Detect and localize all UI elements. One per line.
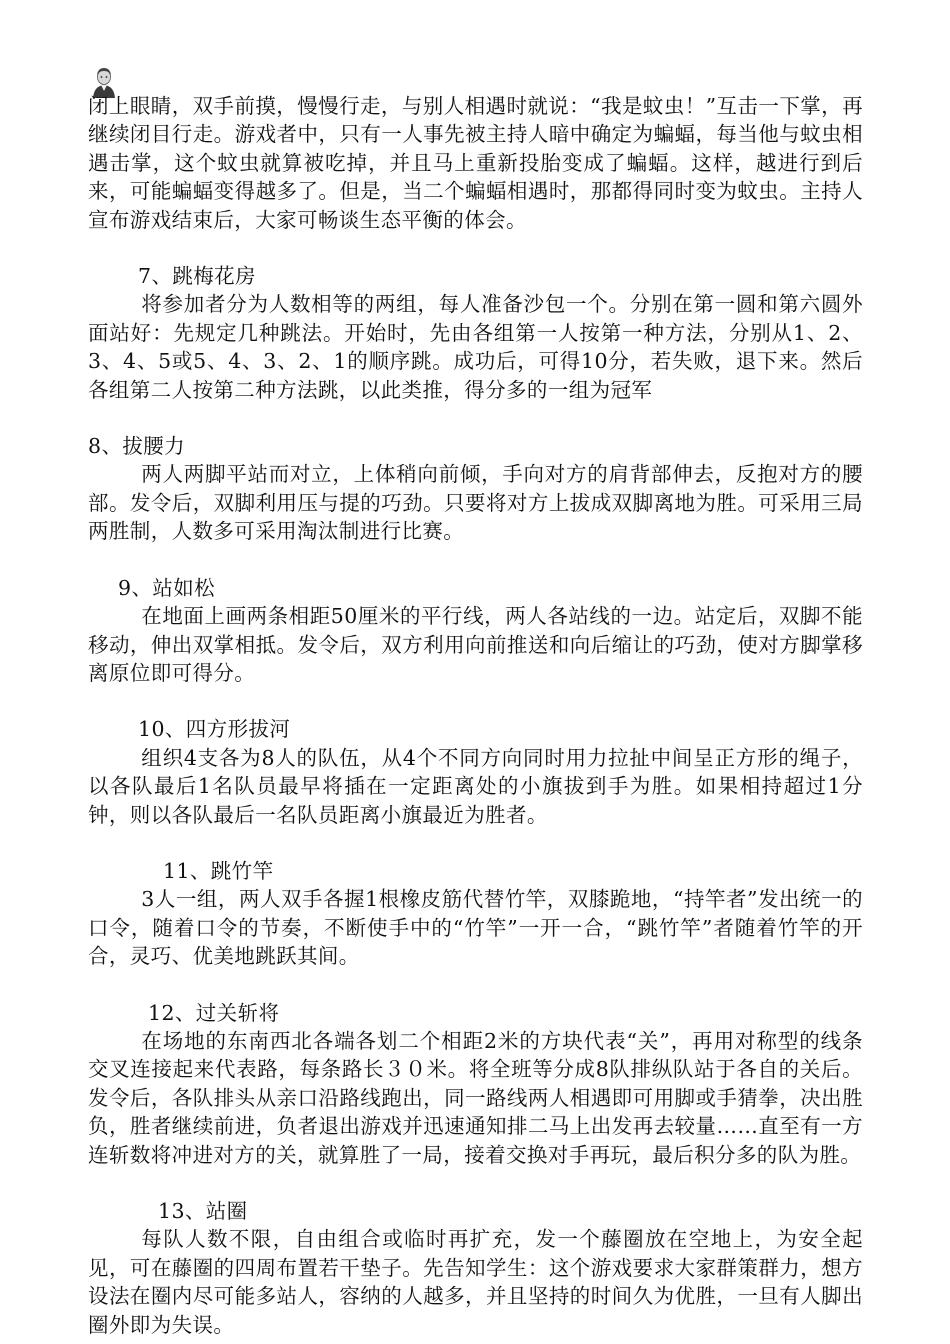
- section-13-title: 13、站圈: [158, 1199, 248, 1223]
- intro-paragraph: 闭上眼睛，双手前摸，慢慢行走，与别人相遇时就说：“我是蚊虫！”互击一下掌，再继续闭目行走。游戏者中，只有一人事先被主持人暗中确定为蝙蝠，每当他与蚊虫相遇击掌，这个蚊虫就算被吃掉，并且马上重新投胎变成了蝙蝠。这样，越进行到后来，可能蝙蝠变得越多了。但是，当二个蝙蝠相遇时，那都得同时变为蚊虫。主持人宣布游戏结束后，大家可畅谈生态平衡的体会。: [88, 94, 863, 232]
- section-9-title: 9、站如松: [118, 575, 216, 600]
- section-11-body: 3人一组，两人双手各握1根橡皮筋代替竹竿，双膝跪地，“持竿者”发出统一的口令，随着口令的节奏，不断使手中的“竹竿”一开一合，“跳竹竿”者随着竹竿的开合，灵巧、优美地跳跃其间。: [88, 887, 863, 969]
- section-10-title: 10、四方形拔河: [138, 717, 291, 742]
- section-13-body: 每队人数不限，自由组合或临时再扩充，发一个藤圈放在空地上，为安全起见，可在藤圈的四周布置若干垫子。先告知学生：这个游戏要求大家群策群力，想方设法在圈内尽可能多站人，容纳的人越多，并且坚持的时间久为优胜，一旦有人脚出圈外即为失误。: [88, 1227, 863, 1337]
- section-8-body: 两人两脚平站而对立，上体稍向前倾，手向对方的肩背部伸去，反抱对方的腰部。发令后，双脚利用压与提的巧劲。只要将对方上拔成双脚离地为胜。可采用三局两胜制，人数多可采用淘汰制进行比赛。: [88, 462, 863, 544]
- section-12-body: 在场地的东南西北各端各划二个相距2米的方块代表“关”，再用对称型的线条交叉连接起来代表路，每条路长３０米。将全班等分成8队排纵队站于各自的关后。发令后，各队排头从亲口沿路线跑出，同一路线两人相遇即可用脚或手猜拳，决出胜负，胜者继续前进，负者退出游戏并迅速通知排二马上出发再去较量……直至有一方连斩数将冲进对方的关，就算胜了一局，接着交换对手再玩，最后积分多的队为胜。: [88, 1028, 863, 1167]
- section-9-body: 在地面上画两条相距50厘米的平行线，两人各站线的一边。站定后，双脚不能移动，伸出双掌相抵。发令后，双方利用向前推送和向后缩让的巧劲，使对方脚掌移离原位即可得分。: [88, 604, 863, 685]
- section-8-title: 8、拔腰力: [88, 434, 186, 459]
- section-11-title: 11、跳竹竿: [163, 858, 274, 883]
- section-7-title: 7、跳梅花房: [138, 264, 256, 289]
- section-10-body: 组织4支各为8人的队伍，从4个不同方向同时用力拉扯中间呈正方形的绳子，以各队最后1名队员最早将插在一定距离处的小旗拔到手为胜。如果相持超过1分钟，则以各队最后一名队员距离小旗最近为胜者。: [88, 745, 863, 827]
- document-content: [88, 92, 863, 1339]
- section-12-title: 12、过关斩将: [148, 1000, 280, 1025]
- section-7-body: 将参加者分为人数相等的两组，每人准备沙包一个。分别在第一圆和第六圆外面站好：先规定几种跳法。开始时，先由各组第一人按第一种方法，分别从1、2、3、4、5或5、4、3、2、1的顺序跳。成功后，可得10分，若失败，退下来。然后各组第二人按第二种方法跳，以此类推，得分多的一组为冠军: [88, 292, 863, 402]
